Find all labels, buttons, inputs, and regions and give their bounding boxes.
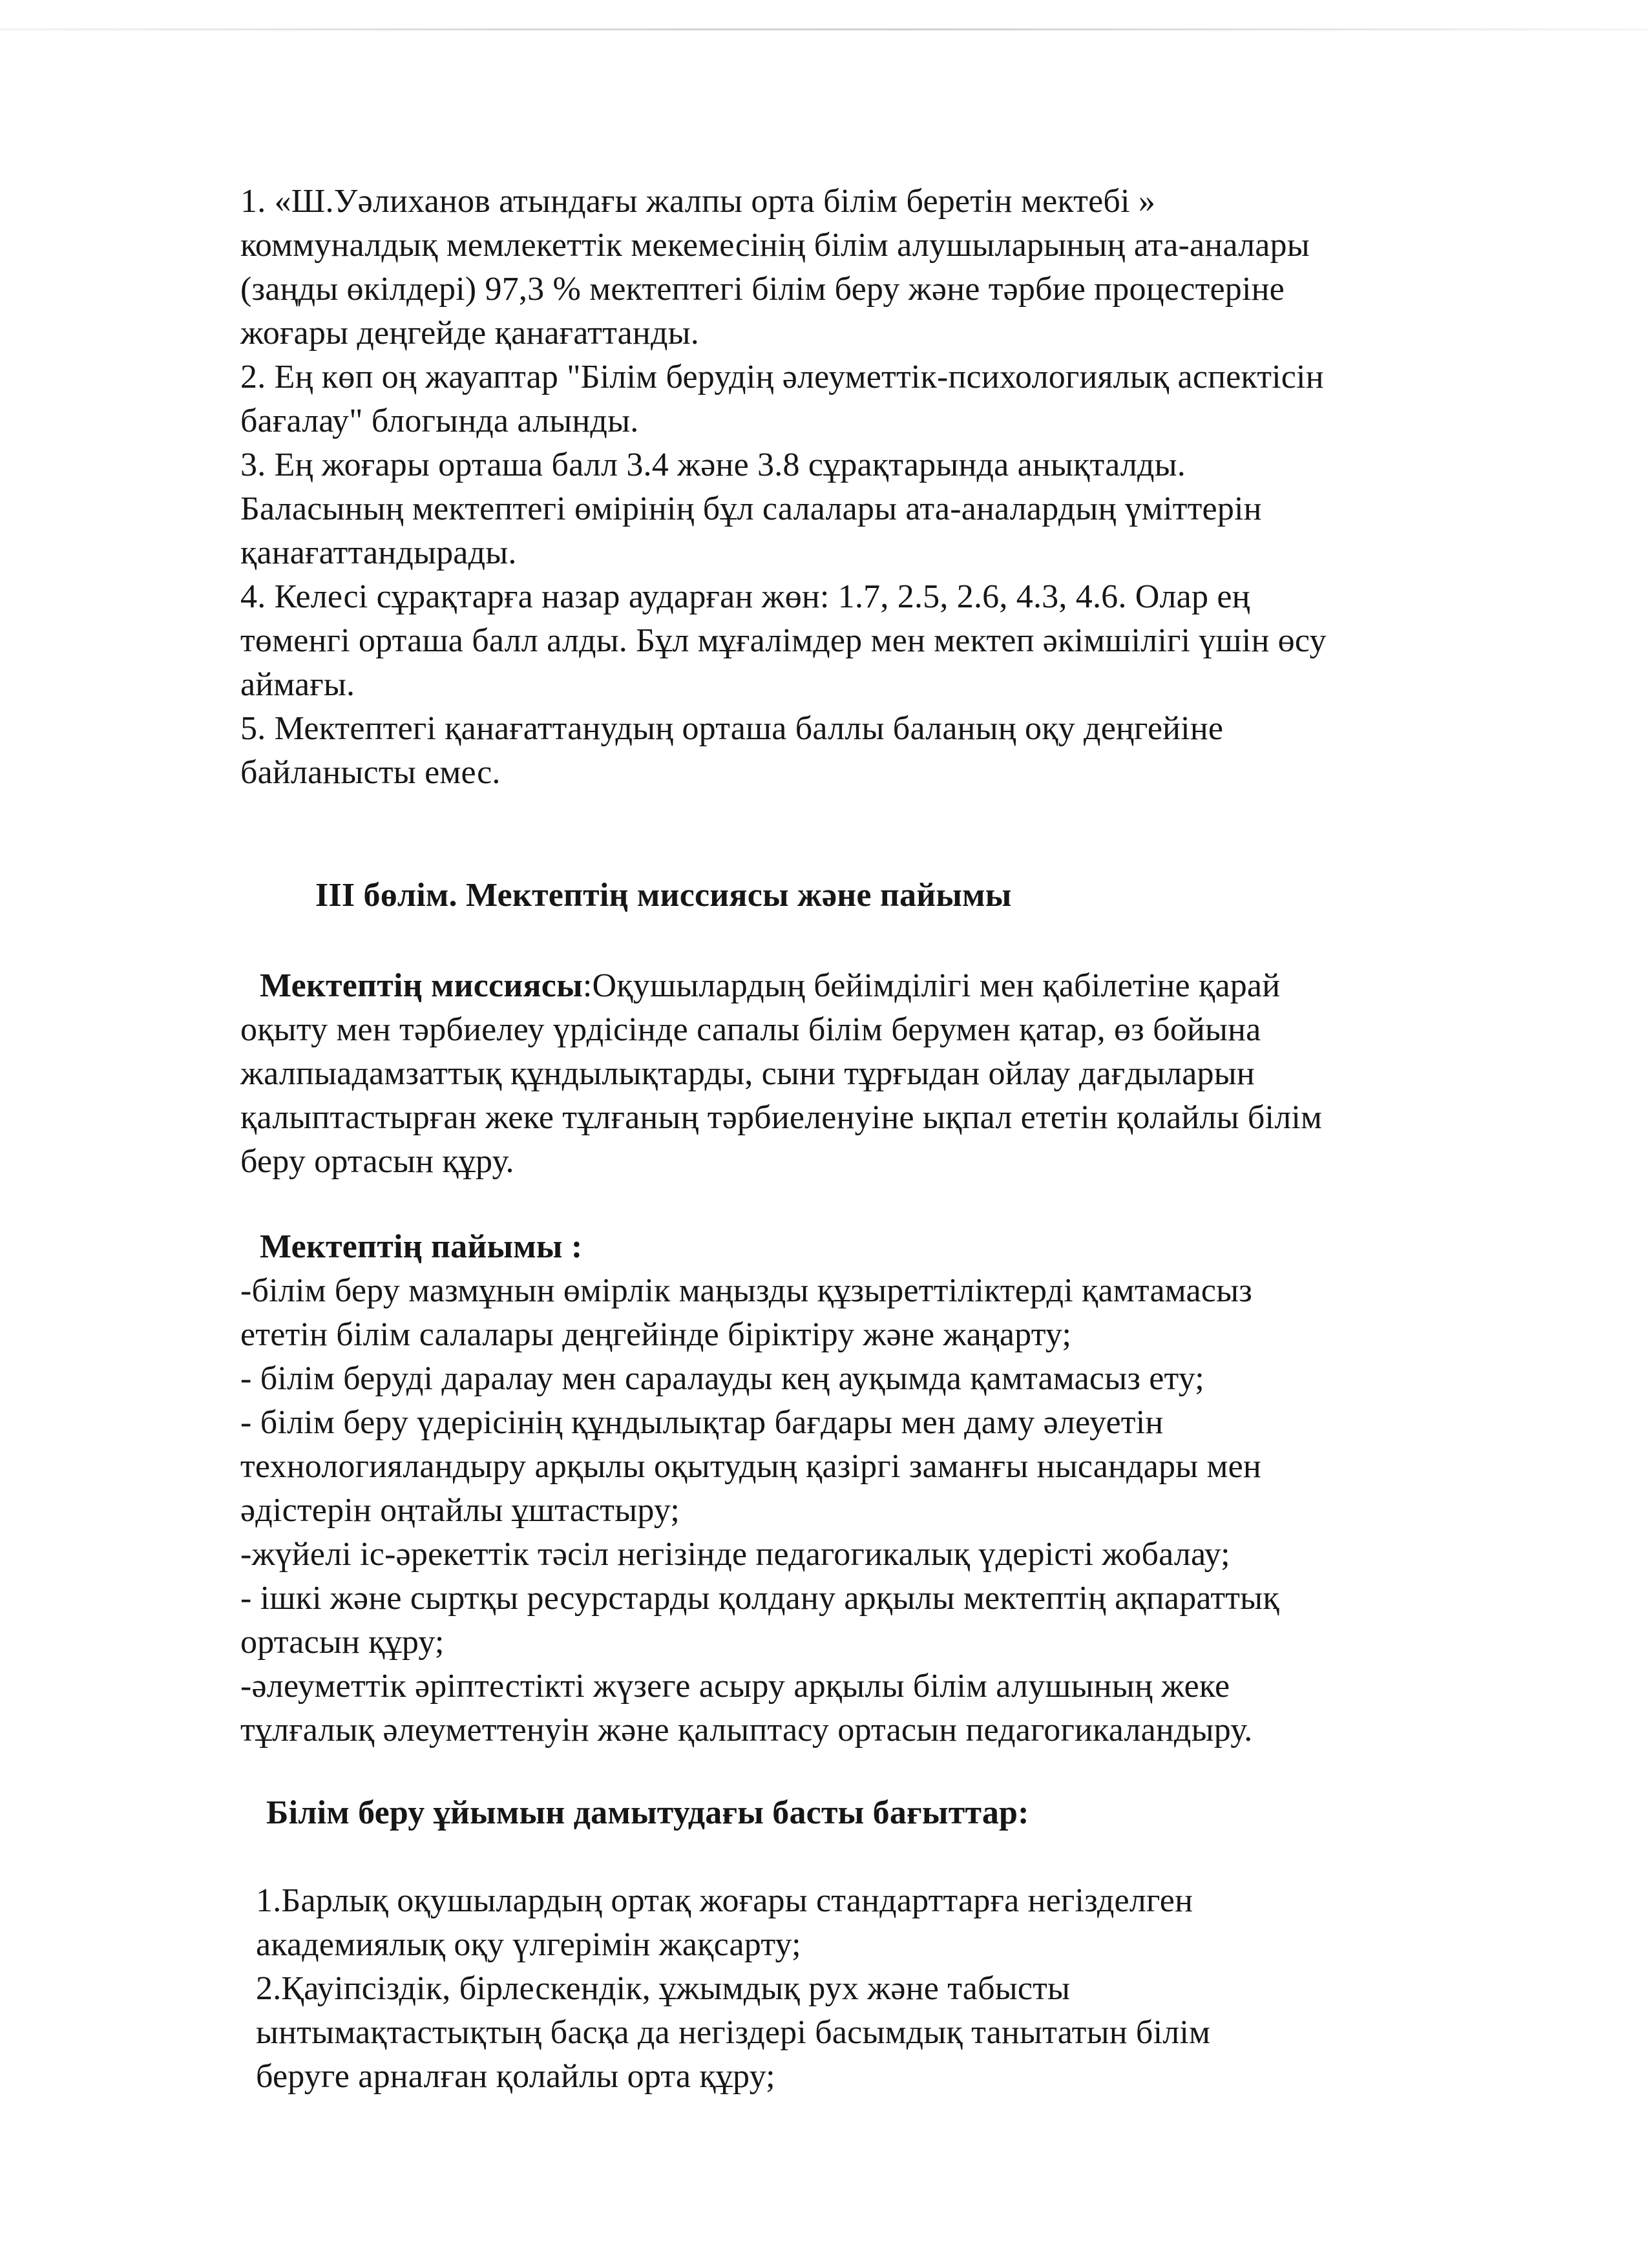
- directions-heading: Білім беру ұйымын дамытудағы басты бағыттар:: [266, 1794, 1029, 1831]
- finding-4-line-3: аймағы.: [240, 666, 355, 703]
- mission-label: Мектептің миссиясы: [260, 967, 583, 1004]
- vision-line: ететін білім салалары деңгейінде біріктіру және жаңарту;: [240, 1316, 1072, 1353]
- finding-4-line-2: төменгі орташа балл алды. Бұл мұғалімдер мен мектеп әкімшілігі үшін өсу: [240, 622, 1327, 659]
- vision-line: әдістерін оңтайлы ұштастыру;: [240, 1492, 680, 1529]
- vision-line: -жүйелі іс-әрекеттік тәсіл негізінде педагогикалық үдерісті жобалау;: [240, 1536, 1230, 1573]
- vision-line: - білім беру үдерісінің құндылықтар бағдары мен даму әлеуетін: [240, 1404, 1164, 1441]
- mission-line: оқыту мен тәрбиелеу үрдісінде сапалы білім берумен қатар, өз бойына: [240, 1011, 1261, 1048]
- section-title: ІІІ бөлім. Мектептің миссиясы және пайымы: [315, 877, 1012, 914]
- mission-line: қалыптастырған жеке тұлғаның тәрбиеленуіне ықпал ететін қолайлы білім: [240, 1099, 1323, 1136]
- mission-first-line-text: :Оқушылардың бейімділігі мен қабілетіне қарай: [582, 967, 1281, 1004]
- finding-5-line-1: 5. Мектептегі қанағаттанудың орташа баллы баланың оқу деңгейіне: [240, 710, 1224, 747]
- mission-first-line: [260, 967, 1280, 1005]
- vision-heading: Мектептің пайымы :: [260, 1228, 583, 1265]
- vision-line: -әлеуметтік әріптестікті жүзеге асыру арқылы білім алушының жеке: [240, 1668, 1230, 1705]
- finding-3-line-3: қанағаттандырады.: [240, 534, 517, 571]
- finding-3-line-2: Баласының мектептегі өмірінің бұл салалары ата-аналардың үміттерін: [240, 490, 1262, 527]
- directions-line: академиялық оқу үлгерімін жақсарту;: [256, 1926, 801, 1963]
- directions-line: ынтымақтастықтың басқа да негіздері басымдық танытатын білім: [256, 2014, 1211, 2051]
- finding-3-line-1: 3. Ең жоғары орташа балл 3.4 және 3.8 сұрақтарында анықталды.: [240, 446, 1186, 483]
- scan-top-edge: [0, 28, 1649, 30]
- finding-1-line-4: жоғары деңгейде қанағаттанды.: [240, 315, 699, 352]
- directions-line: 2.Қауіпсіздік, бірлескендік, ұжымдық рух және табысты: [256, 1970, 1071, 2007]
- finding-4-line-1: 4. Келесі сұрақтарға назар аударған жөн: 1.7, 2.5, 2.6, 4.3, 4.6. Олар ең: [240, 578, 1250, 615]
- vision-line: ортасын құру;: [240, 1624, 445, 1661]
- directions-line: беруге арналған қолайлы орта құру;: [256, 2058, 775, 2095]
- vision-line: тұлғалық әлеуметтенуін және қалыптасу ортасын педагогикаландыру.: [240, 1712, 1253, 1748]
- finding-2-line-1: 2. Ең көп оң жауаптар "Білім берудің әлеуметтік-психологиялық аспектісін: [240, 359, 1324, 395]
- finding-1-line-3: (заңды өкілдері) 97,3 % мектептегі білім беру және тәрбие процестеріне: [240, 271, 1285, 308]
- directions-line: 1.Барлық оқушылардың ортақ жоғары стандарттарға негізделген: [256, 1882, 1193, 1919]
- vision-line: технологияландыру арқылы оқытудың қазіргі заманғы нысандары мен: [240, 1448, 1261, 1485]
- finding-1-line-2: коммуналдық мемлекеттік мекемесінің білім алушыларының ата-аналары: [240, 227, 1310, 264]
- mission-line: беру ортасын құру.: [240, 1143, 514, 1180]
- finding-2-line-2: бағалау" блогында алынды.: [240, 403, 639, 439]
- mission-line: жалпыадамзаттық құндылықтарды, сыни тұрғыдан ойлау дағдыларын: [240, 1055, 1255, 1092]
- vision-line: - білім беруді даралау мен саралауды кең ауқымда қамтамасыз ету;: [240, 1360, 1204, 1397]
- vision-line: -білім беру мазмұнын өмірлік маңызды құзыреттіліктерді қамтамасыз: [240, 1272, 1252, 1309]
- vision-line: - ішкі және сыртқы ресурстарды қолдану арқылы мектептің ақпараттық: [240, 1580, 1279, 1617]
- finding-1-line-1: 1. «Ш.Уәлиханов атындағы жалпы орта білім беретін мектебі »: [240, 183, 1156, 220]
- finding-5-line-2: байланысты емес.: [240, 754, 501, 791]
